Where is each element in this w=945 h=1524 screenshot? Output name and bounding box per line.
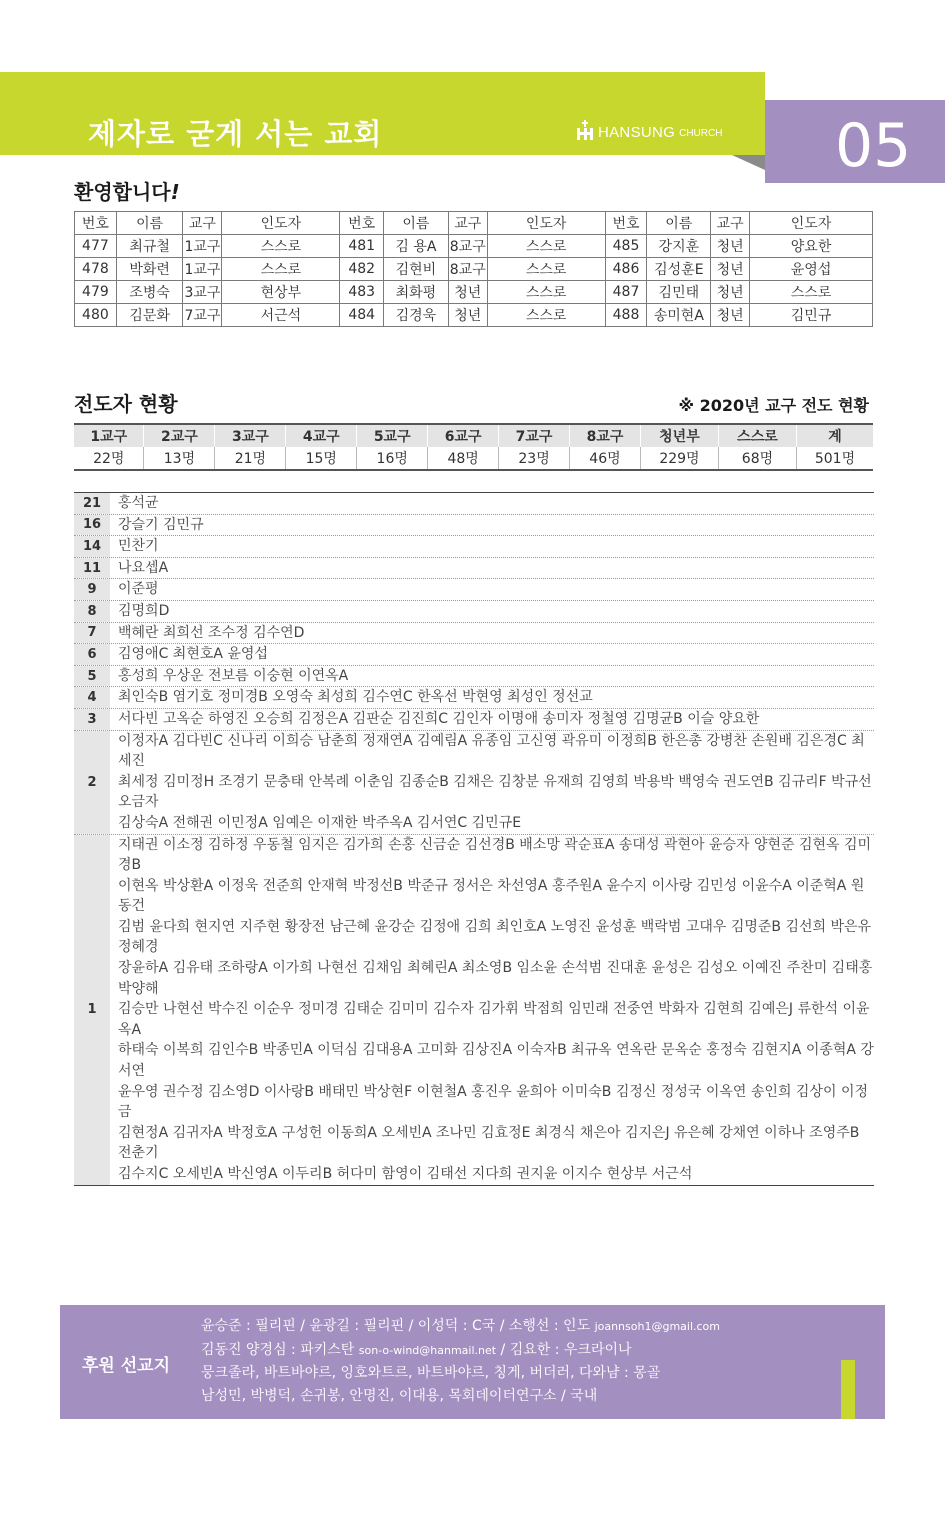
evangelist-names: 서다빈 고옥순 하영진 오승희 김정은A 김판순 김진희C 김인자 이명애 송미자 정철영 김명균B 이슬 양요한: [118, 710, 760, 727]
column-header: 인도자: [750, 212, 873, 235]
support-email: son-o-wind@hanmail.net: [358, 1343, 497, 1357]
support-line: 뭉크졸라, 바트바야르, 잉호와트르, 바트바야르, 칭게, 버더러, 다와냠 : 몽골: [201, 1365, 661, 1381]
table-cell: 김민태: [647, 281, 711, 304]
evangelism-count: 8: [74, 601, 110, 622]
list-item: [74, 644, 874, 666]
district-count: 23명: [499, 447, 570, 470]
table-cell: 3교구: [183, 281, 222, 304]
district-count: 68명: [718, 447, 796, 470]
evangelism-count: 2: [74, 731, 110, 834]
list-item: [74, 579, 874, 601]
table-cell: 7교구: [183, 304, 222, 327]
table-cell: 8교구: [448, 258, 487, 281]
cross-logo-icon: [577, 120, 594, 140]
evangelism-table: [74, 423, 873, 471]
column-header: 이름: [647, 212, 711, 235]
column-header: 인도자: [222, 212, 340, 235]
table-cell: 김현비: [384, 258, 449, 281]
evangelism-values-row: [74, 447, 873, 470]
evangelism-count: 11: [74, 558, 110, 579]
table-cell: 박화련: [116, 258, 183, 281]
evangelist-names: 김영애C 최현호A 윤영섭: [118, 646, 268, 663]
table-cell: 483: [340, 281, 384, 304]
table-cell: 스스로: [487, 304, 605, 327]
support-email: joannsoh1@gmail.com: [594, 1320, 721, 1333]
table-cell: 480: [75, 304, 117, 327]
logo-brand: HANSUNG: [598, 124, 676, 141]
table-cell: 김민규: [750, 304, 873, 327]
district-count: 16명: [357, 447, 428, 470]
table-cell: 청년: [448, 281, 487, 304]
welcome-table: [74, 211, 873, 327]
welcome-title-text: 환영합니다: [74, 180, 171, 204]
support-missions-list: [201, 1315, 720, 1407]
welcome-table-header: [75, 212, 873, 235]
table-cell: 스스로: [487, 258, 605, 281]
list-item: [74, 687, 874, 709]
list-item: [74, 536, 874, 558]
evangelism-title: 전도자 현황: [74, 392, 178, 416]
table-row: [75, 304, 873, 327]
evangelism-count: 16: [74, 515, 110, 536]
evangelism-count: 9: [74, 579, 110, 600]
table-cell: 청년: [711, 235, 750, 258]
district-count: 229명: [640, 447, 718, 470]
welcome-title: [74, 176, 180, 205]
column-header: 교구: [448, 212, 487, 235]
evangelist-ranking-list: [74, 492, 874, 1186]
column-header: 번호: [340, 212, 384, 235]
table-cell: 스스로: [222, 258, 340, 281]
welcome-title-mark: !: [170, 180, 180, 204]
table-cell: 479: [75, 281, 117, 304]
table-cell: 스스로: [750, 281, 873, 304]
evangelism-count: 5: [74, 666, 110, 687]
evangelism-count: 3: [74, 709, 110, 730]
support-line-text: 김동진 양경심 : 파키스탄: [201, 1341, 359, 1358]
evangelist-names: 나요셉A: [118, 559, 169, 576]
table-cell: 486: [605, 258, 647, 281]
district-count: 21명: [215, 447, 286, 470]
column-header: 번호: [605, 212, 647, 235]
evangelist-names: 이정자A 김다빈C 신나리 이희승 남춘희 정재연A 김예림A 유종임 고신영 곽유미 이정희B 한은총 강병찬 손원배 김은경C 최세진 최세정 김미정H 조경기 문충태 안복례 이춘임 김종순B 김채은 김창분 유재희 김영희 박용박 백영숙 권도연B 김규리F 박규선 오금자 김상숙A 전해권 이민정A 임예은 이재한 박주옥A 김서연C 김민규E: [118, 732, 872, 831]
table-cell: 481: [340, 235, 384, 258]
church-logo: [577, 112, 722, 140]
list-item: [74, 558, 874, 580]
table-row: [75, 281, 873, 304]
table-cell: 477: [75, 235, 117, 258]
table-cell: 현상부: [222, 281, 340, 304]
support-line-text: / 김요한 : 우크라이나: [496, 1341, 632, 1358]
column-header: 이름: [384, 212, 449, 235]
table-cell: 478: [75, 258, 117, 281]
district-header: 4교구: [286, 424, 357, 447]
evangelist-names: 강슬기 김민규: [118, 516, 204, 533]
list-item: [74, 709, 874, 731]
list-item: [74, 666, 874, 688]
list-item: [74, 835, 874, 1185]
support-line: [201, 1315, 720, 1339]
evangelism-count: 6: [74, 644, 110, 665]
table-cell: 김성훈E: [647, 258, 711, 281]
table-row: [75, 258, 873, 281]
evangelist-names: 김명희D: [118, 602, 170, 619]
evangelist-names: 백혜란 최희선 조수정 김수연D: [118, 624, 305, 641]
district-header: 청년부: [640, 424, 718, 447]
district-count: 15명: [286, 447, 357, 470]
page-number: 05: [835, 111, 912, 181]
logo-subtitle: CHURCH: [679, 128, 723, 139]
table-cell: 김경욱: [384, 304, 449, 327]
list-item: [74, 515, 874, 537]
table-cell: 서근석: [222, 304, 340, 327]
table-cell: 스스로: [222, 235, 340, 258]
table-cell: 김 용A: [384, 235, 449, 258]
table-cell: 최규철: [116, 235, 183, 258]
list-item: [74, 493, 874, 515]
support-line: 남성민, 박병덕, 손귀봉, 안명진, 이대용, 목회데이터연구소 / 국내: [201, 1387, 598, 1404]
evangelism-count: 4: [74, 687, 110, 708]
table-cell: 482: [340, 258, 384, 281]
district-count: 501명: [796, 447, 873, 470]
table-cell: 스스로: [487, 281, 605, 304]
table-cell: 청년: [711, 304, 750, 327]
column-header: 교구: [711, 212, 750, 235]
support-missions-label: 후원 선교지: [82, 1356, 171, 1376]
evangelism-count: 7: [74, 623, 110, 644]
district-count: 48명: [428, 447, 499, 470]
evangelist-names: 지태권 이소정 김하정 우동철 임지은 김가희 손홍 신금순 김선경B 배소망 곽순표A 송대성 곽현아 윤승자 양현준 김현옥 김미경B 이현옥 박상환A 이정욱 전준희 안재혁 박정선B 박준규 정서은 차선영A 홍주원A 윤수지 이사랑 김민성 이윤수A 이준혁A 원동건 김범 윤다희 현지연 지주현 황장전 남근혜 윤강순 김정애 김희 최인호A 노영진 윤성훈 백락범 고대우 김명준B 김선희 박은유 정혜경 장윤하A 김유태 조하랑A 이가희 나현선 김채임 최혜린A 최소영B 임소윤 손석범 진대훈 윤성은 김성오 이예진 주찬미 김태홍 박양해 김승만 나현선 박수진 이순우 정미경 김태순 김미미 김수자 김가휘 박점희 임민래 전중연 박화자 김현희 김예은J 류한석 이윤옥A 하태숙 이복희 김인수B 박종민A 이덕심 김대용A 고미화 김상진A 이숙자B 최규옥 연옥란 문옥순 홍정숙 김현지A 이종혁A 강서연 윤우영 권수정 김소영D 이사랑B 배태민 박상현F 이현철A 홍진우 윤희아 이미숙B 김정신 정성국 이옥연 송인희 김상이 이정금 김현정A 김귀자A 박정호A 구성헌 이동희A 오세빈A 조나민 김효정E 최경식 채은아 김지은J 유은혜 강채연 이하나 조영주B 전춘기 김수지C 오세빈A 박신영A 이두리B 허다미 함영이 김태선 지다희 권지윤 이지수 현상부 서근석: [118, 836, 874, 1182]
table-cell: 송미현A: [647, 304, 711, 327]
district-header: 스스로: [718, 424, 796, 447]
accent-bar: [841, 1360, 855, 1419]
district-count: 13명: [144, 447, 215, 470]
evangelism-note: ※ 2020년 교구 전도 현황: [678, 396, 869, 415]
evangelist-names: 민찬기: [118, 538, 159, 555]
evangelist-names: 홍성희 우상운 전보름 이숭현 이연옥A: [118, 667, 349, 684]
church-motto: 제자로 굳게 서는 교회: [88, 117, 383, 151]
table-cell: 487: [605, 281, 647, 304]
support-missions-box: [60, 1305, 885, 1419]
list-item: [74, 731, 874, 835]
table-cell: 청년: [711, 281, 750, 304]
table-cell: 484: [340, 304, 384, 327]
column-header: 인도자: [487, 212, 605, 235]
evangelist-names: 홍석균: [118, 495, 159, 511]
table-cell: 김문화: [116, 304, 183, 327]
table-cell: 1교구: [183, 258, 222, 281]
district-header: 8교구: [570, 424, 641, 447]
page-fold-decoration: [732, 155, 765, 170]
district-count: 22명: [74, 447, 144, 470]
table-row: [75, 235, 873, 258]
table-cell: 8교구: [448, 235, 487, 258]
list-item: [74, 623, 874, 645]
district-header: 5교구: [357, 424, 428, 447]
table-cell: 청년: [448, 304, 487, 327]
district-header: 6교구: [428, 424, 499, 447]
district-header: 2교구: [144, 424, 215, 447]
evangelism-count: 21: [74, 493, 110, 514]
table-cell: 윤영섭: [750, 258, 873, 281]
table-cell: 조병숙: [116, 281, 183, 304]
district-header: 계: [796, 424, 873, 447]
evangelism-header-row: [74, 424, 873, 447]
column-header: 교구: [183, 212, 222, 235]
list-item: [74, 601, 874, 623]
table-cell: 양요한: [750, 235, 873, 258]
table-cell: 485: [605, 235, 647, 258]
district-count: 46명: [570, 447, 641, 470]
table-cell: 최화평: [384, 281, 449, 304]
evangelist-names: 이준평: [118, 581, 159, 598]
district-header: 7교구: [499, 424, 570, 447]
column-header: 번호: [75, 212, 117, 235]
column-header: 이름: [116, 212, 183, 235]
evangelism-count: 14: [74, 536, 110, 557]
table-cell: 스스로: [487, 235, 605, 258]
table-cell: 1교구: [183, 235, 222, 258]
table-cell: 청년: [711, 258, 750, 281]
table-cell: 강지훈: [647, 235, 711, 258]
evangelism-count: 1: [74, 835, 110, 1185]
support-line: [201, 1339, 720, 1363]
district-header: 1교구: [74, 424, 144, 447]
evangelist-names: 최인숙B 염기호 정미경B 오영숙 최성희 김수연C 한옥선 박현영 최성인 정선교: [118, 689, 593, 706]
district-header: 3교구: [215, 424, 286, 447]
support-line-text: 윤승준 : 필리핀 / 윤광길 : 필리핀 / 이성덕 : C국 / 소행선 : 인도: [201, 1318, 595, 1334]
table-cell: 488: [605, 304, 647, 327]
